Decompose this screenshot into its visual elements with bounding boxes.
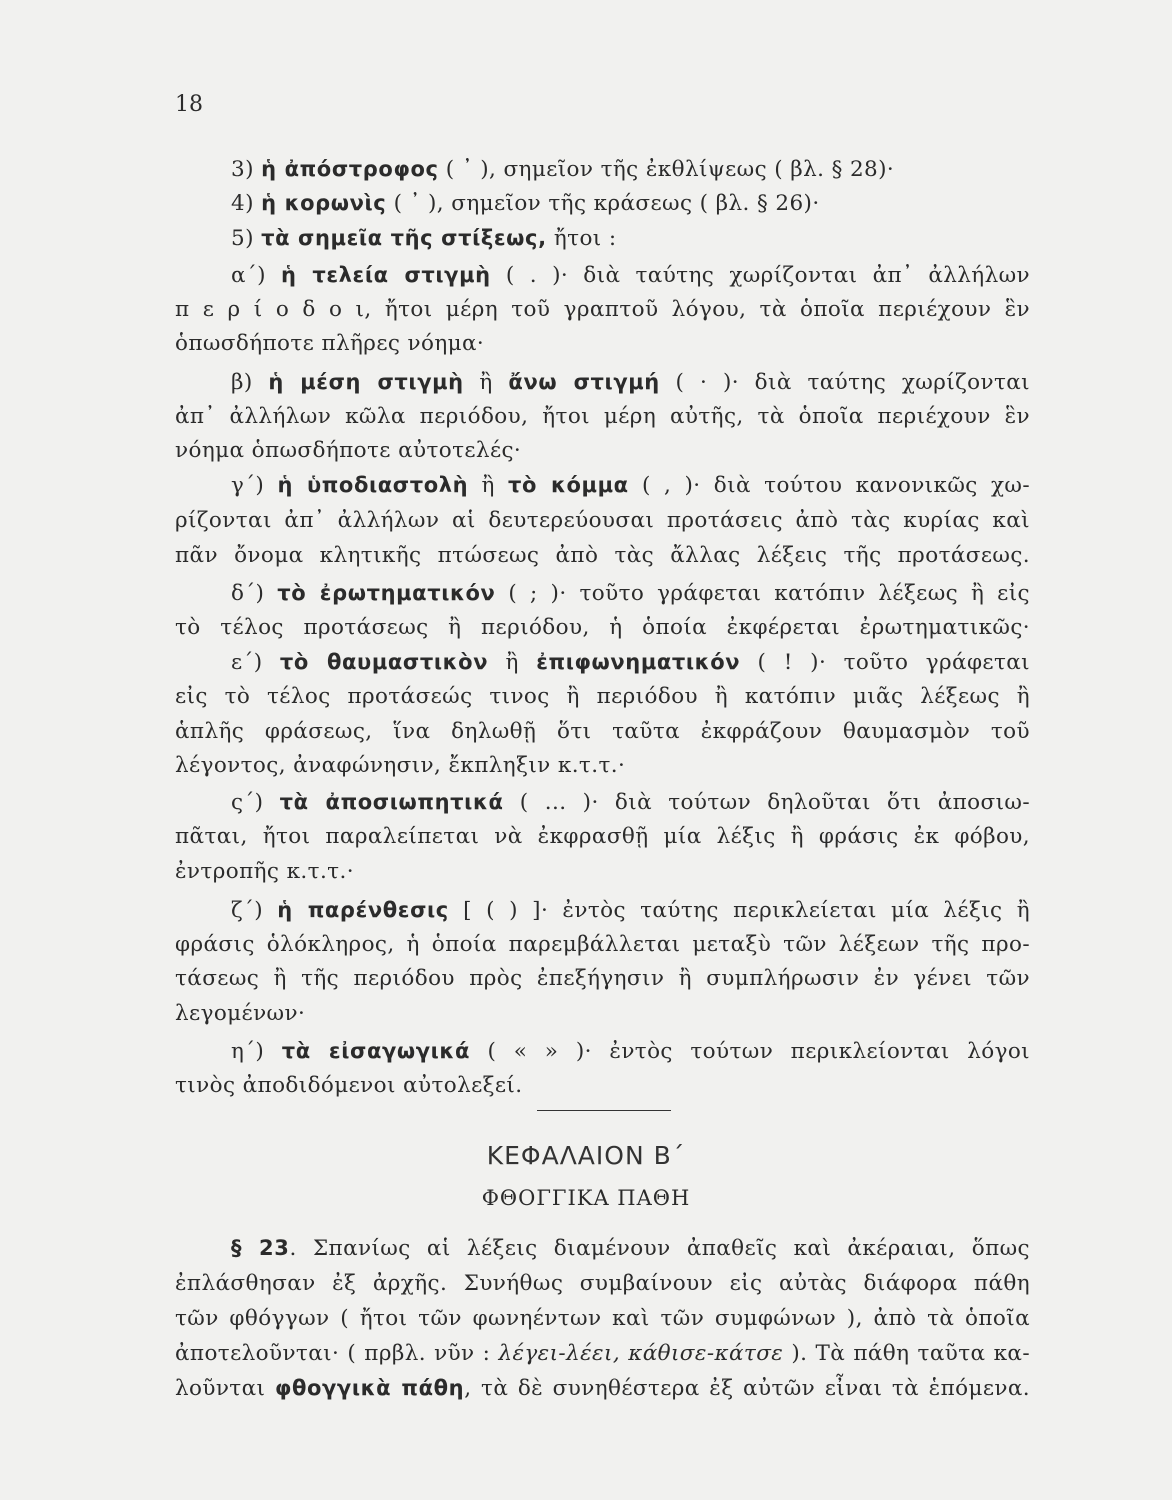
text-line <box>175 1075 1030 1097</box>
text-run: ζ΄) <box>231 898 278 923</box>
bold-term: τὸ κόμμα <box>508 473 629 497</box>
text-run: ἀποτελοῦνται· ( πρβλ. νῦν : <box>175 1341 499 1366</box>
text-run: π ε ρ ί ο δ ο ι, ἤτοι μέρη τοῦ γραπτοῦ λόγου, τὰ ὁποῖα περιέχουν ἓν <box>175 297 1030 322</box>
bold-term: ἡ παρένθεσις <box>277 898 449 922</box>
text-run: . Σπανίως αἱ λέξεις διαμένουν ἀπαθεῖς καὶ ἀκέραιαι, ὅπως <box>289 1236 1030 1261</box>
text-line <box>175 1003 1030 1025</box>
text-run: ς΄) <box>231 790 280 815</box>
text-run: β) <box>231 370 269 395</box>
text-line <box>231 475 1030 497</box>
text-line <box>175 440 1030 462</box>
bold-term: ἡ ἀπόστροφος <box>261 157 439 181</box>
text-line <box>231 372 1030 394</box>
text-run: ( ... )· διὰ τούτων δηλοῦται ὅτι ἀποσιω- <box>503 790 1030 815</box>
text-run: γ΄) <box>231 473 278 498</box>
text-line <box>175 1378 1030 1400</box>
text-run: 3) <box>231 157 262 182</box>
text-run: [ ( ) ]· ἐντὸς ταύτης περικλείεται μία λέξις ἢ <box>448 898 1030 923</box>
text-run: ( , )· διὰ τούτου κανονικῶς χω- <box>628 473 1031 498</box>
text-run: ( . )· διὰ ταύτης χωρίζονται ἀπ᾿ ἀλλήλων <box>490 263 1031 288</box>
text-run: ἢ <box>463 370 509 395</box>
text-run: δ΄) <box>231 581 278 606</box>
text-run: τῶν φθόγγων ( ἤτοι τῶν φωνηέντων καὶ τῶν συμφώνων ), ἀπὸ τὰ ὁποῖα <box>175 1306 1030 1331</box>
bold-term: ἡ τελεία στιγμὴ <box>281 263 491 287</box>
text-line <box>175 299 1030 321</box>
text-line <box>231 265 1030 287</box>
text-run: νόημα ὁπωσδήποτε αὐτοτελές· <box>175 438 522 463</box>
text-run: λεγομένων· <box>175 1001 306 1026</box>
chapter-subtitle: ΦΘΟΓΓΙΚΑ ΠΑΘΗ <box>481 1186 691 1210</box>
text-line <box>231 1041 1030 1063</box>
bold-term: τὰ ἀποσιωπητικά <box>279 790 504 814</box>
text-run: φράσις ὁλόκληρος, ἡ ὁποία παρεμβάλλεται μεταξὺ τῶν λέξεων τῆς προ- <box>175 932 1030 957</box>
bold-term: τὰ εἰσαγωγικά <box>281 1039 470 1063</box>
text-run: λοῦνται <box>175 1376 275 1401</box>
bold-term: § 23 <box>231 1236 290 1260</box>
bold-term: ἄνω στιγμή <box>508 370 660 394</box>
text-run: ). Τὰ πάθη ταῦτα κα- <box>783 1341 1031 1366</box>
text-run: πᾶν ὄνομα κλητικῆς πτώσεως ἀπὸ τὰς ἄλλας λέξεις τῆς προτάσεως. <box>175 543 1030 568</box>
text-run: εἰς τὸ τέλος προτάσεώς τινος ἢ περιόδου ἢ κατόπιν μιᾶς λέξεως ἢ <box>175 684 1030 709</box>
text-line <box>231 583 1030 605</box>
text-line <box>175 686 1030 708</box>
text-run: ἢ <box>488 650 537 675</box>
bold-term: τὸ ἐρωτηματικόν <box>277 581 496 605</box>
text-run: ( ᾿ ), σημεῖον τῆς κράσεως ( βλ. § 26)· <box>386 191 820 216</box>
page-number: 18 <box>175 92 203 117</box>
text-run: ( · )· διὰ ταύτης χωρίζονται <box>659 370 1030 395</box>
text-line <box>175 545 1030 567</box>
bold-term: ἡ μέση στιγμὴ <box>268 370 464 394</box>
text-line <box>175 861 1030 883</box>
text-run: τινὸς ἀποδιδόμενοι αὐτολεξεί. <box>175 1073 523 1098</box>
section-divider <box>537 1110 671 1111</box>
text-run: ( ! )· τοῦτο γράφεται <box>740 650 1031 675</box>
text-line <box>175 333 1030 355</box>
text-run: ἢ <box>468 473 509 498</box>
text-line <box>231 193 1030 215</box>
text-run: α΄) <box>231 263 281 288</box>
text-run: λέγοντος, ἀναφώνησιν, ἔκπληξιν κ.τ.τ.· <box>175 753 626 778</box>
text-run: ὁπωσδήποτε πλῆρες νόημα· <box>175 331 485 356</box>
text-run: ἀπ᾿ ἀλλήλων κῶλα περιόδου, ἤτοι μέρη αὐτῆς, τὰ ὁποῖα περιέχουν ἓν <box>175 404 1030 429</box>
text-run: ρίζονται ἀπ᾿ ἀλλήλων αἱ δευτερεύουσαι προτάσεις ἀπὸ τὰς κυρίας καὶ <box>175 508 1030 533</box>
text-line <box>175 510 1030 532</box>
text-line <box>175 1273 1030 1295</box>
text-run: τὸ τέλος προτάσεως ἢ περιόδου, ἡ ὁποία ἐκφέρεται ἐρωτηματικῶς· <box>175 615 1030 640</box>
text-run: 5) <box>231 226 262 251</box>
text-run: πᾶται, ἤτοι παραλείπεται νὰ ἐκφρασθῇ μία λέξις ἢ φράσις ἐκ φόβου, <box>175 824 1030 849</box>
text-run: ( « » )· ἐντὸς τούτων περικλείονται λόγοι <box>469 1039 1030 1064</box>
text-line <box>231 159 1030 181</box>
text-line <box>231 652 1030 674</box>
text-line <box>175 406 1030 428</box>
text-line <box>231 900 1030 922</box>
text-run: ἁπλῆς φράσεως, ἵνα δηλωθῇ ὅτι ταῦτα ἐκφράζουν θαυμασμὸν τοῦ <box>175 719 1030 744</box>
text-line <box>175 1343 1030 1365</box>
text-run: ε΄) <box>231 650 280 675</box>
bold-term: τὰ σημεῖα τῆς στίξεως, <box>261 226 547 250</box>
text-run: 4) <box>231 191 262 216</box>
italic-example: λέγει-λέει, κάθισε-κάτσε <box>498 1341 784 1366</box>
text-line <box>231 1238 1030 1260</box>
text-line <box>175 721 1030 743</box>
text-line <box>175 755 1030 777</box>
text-line <box>175 934 1030 956</box>
text-run: ἤτοι : <box>546 226 617 251</box>
text-run: , τὰ δὲ συνηθέστερα ἐξ αὐτῶν εἶναι τὰ ἑπόμενα. <box>464 1376 1031 1401</box>
chapter-title: ΚΕΦΑΛΑΙΟΝ Β΄ <box>486 1141 686 1170</box>
text-line <box>175 617 1030 639</box>
text-run: ( ; )· τοῦτο γράφεται κατόπιν λέξεως ἢ εἰς <box>495 581 1030 606</box>
text-run: η΄) <box>231 1039 282 1064</box>
bold-term: ἐπιφωνηματικόν <box>536 650 741 674</box>
text-line <box>175 1308 1030 1330</box>
text-line <box>175 968 1030 990</box>
bold-term: ἡ ὑποδιαστολὴ <box>277 473 469 497</box>
bold-term: τὸ θαυμαστικὸν <box>279 650 489 674</box>
bold-term: ἡ κορωνὶς <box>261 191 387 215</box>
text-line <box>175 826 1030 848</box>
text-line <box>231 792 1030 814</box>
text-line <box>231 228 1030 250</box>
text-run: ἐπλάσθησαν ἐξ ἀρχῆς. Συνήθως συμβαίνουν εἰς αὐτὰς διάφορα πάθη <box>175 1271 1030 1296</box>
text-run: ἐντροπῆς κ.τ.τ.· <box>175 859 354 884</box>
text-run: ( ᾿ ), σημεῖον τῆς ἐκθλίψεως ( βλ. § 28)· <box>438 157 895 182</box>
bold-term: φθογγικὰ πάθη <box>274 1376 465 1400</box>
text-run: τάσεως ἢ τῆς περιόδου πρὸς ἐπεξήγησιν ἢ συμπλήρωσιν ἐν γένει τῶν <box>175 966 1030 991</box>
